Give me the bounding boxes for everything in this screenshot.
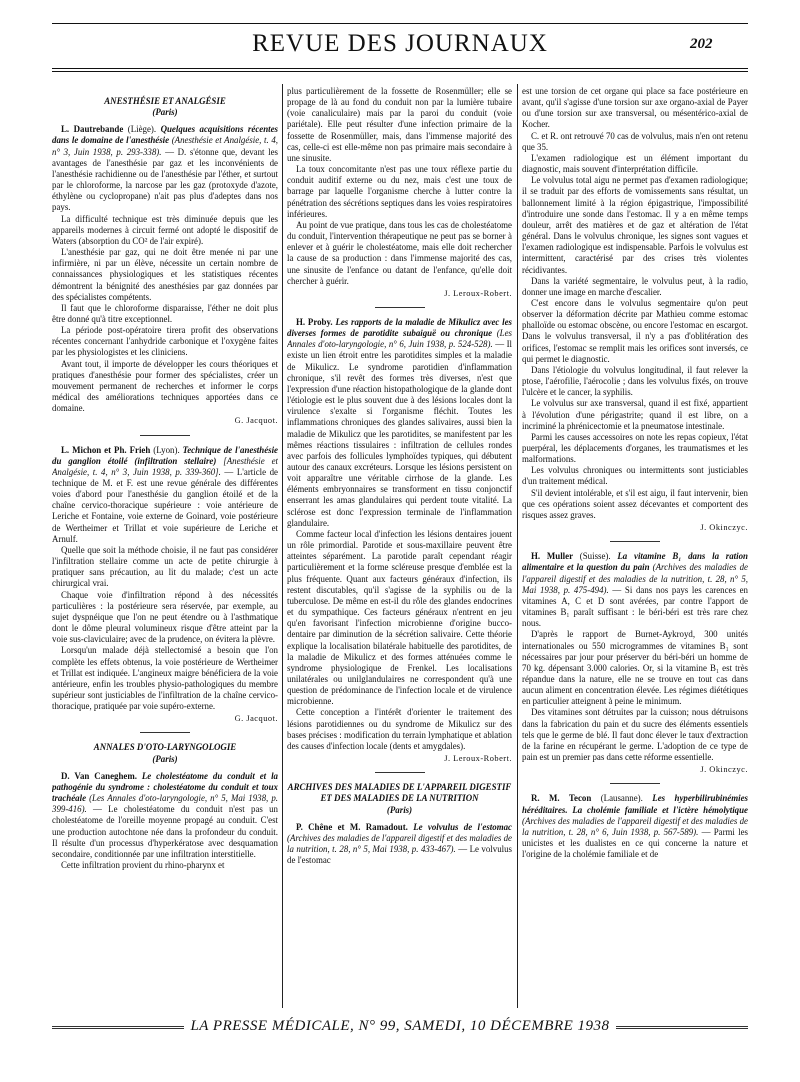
article-author: H. Proby. <box>296 316 333 327</box>
article <box>522 551 748 775</box>
article-paragraph: C'est encore dans le volvulus segmentaire qu'on peut observer la déformation décrite par Mathieu comme estomac phalloïde ou estomac obscène, ou encore l'estomac en escargot. Dans le volvulus transversal, il n'y a pas d'oblitération des orifices, l'estomac se remplit mais les orifices sont inversés, ce qui permet le diagnostic. <box>522 297 748 364</box>
article-paragraph: La difficulté technique est très diminuée depuis que les appareils modernes à circuit fermé ont adopté le dispositif de Waters (absorption du CO² de l'air expiré). <box>52 213 278 246</box>
article-separator <box>140 435 190 436</box>
footer <box>52 1016 748 1038</box>
article-text: — L'article de technique de M. et F. est une revue générale des différentes voies d'abord pour l'anesthésie du ganglion étoilé et de la chaîne cervico-thoracique supérieure : voie antérieure de Leriche et Fontaine, voie externe de Goinard, voie postérieure de Wertheimer et Trillat et voie supérieure de Leriche et Arnulf. <box>52 466 278 544</box>
article-reference: (Les Annales d'oto-laryngologie, n° 6, Juin 1938, p. 524-528). <box>287 328 512 350</box>
column-3 <box>522 86 748 1006</box>
column-2 <box>287 86 512 1006</box>
header-rule <box>52 68 748 69</box>
article-signature: J. Okinczyc. <box>700 765 748 775</box>
article-paragraph: C. et R. ont retrouvé 70 cas de volvulus, mais n'en ont retenu que 35. <box>522 130 748 152</box>
article-signature: J. Okinczyc. <box>700 523 748 533</box>
article-separator <box>610 783 660 784</box>
column-divider <box>517 84 518 1008</box>
article-signature: J. Leroux-Robert. <box>444 288 512 298</box>
article-text: — D. s'étonne que, devant les avantages de l'anesthésie par gaz et les inconvénients de l'anesthésie rachidienne ou de l'anesthésie par l'éther, et surtout par le chloroforme, la narcose par les gaz (protoxyde d'azote, éthylène ou cyclopropane) n'ait pas plus d'adeptes dans nos pays. <box>52 146 278 213</box>
author-place: (Lausanne). <box>591 793 653 804</box>
section-title: ARCHIVES DES MALADIES DE L'APPAREIL DIGESTIF ET DES MALADIES DE LA NUTRITION <box>287 782 512 804</box>
article-reference: (Anesthésie et Analgésie, t. 4, n° 3, Juin 1938, p. 293-338). <box>52 135 278 157</box>
article-title: Les rapports de la maladie de Mikulicz avec les diverses formes de parotidite subaiguë ou chronique <box>287 316 512 339</box>
article <box>287 317 512 764</box>
article-author: P. Chêne et M. Ramadout. <box>296 821 408 832</box>
article-author: L. Dautrebande <box>61 124 124 135</box>
article <box>52 771 278 871</box>
article-title: Le volvulus de l'estomac <box>407 821 512 832</box>
article-text: — Il existe un lien étroit entre les parotidites simples et la maladie de Mikulicz. Le syndrome parotidien d'inflammation chronique, s'il revêt des formes très diverses, n'est que l'expression d'une réaction histopathologique de la glande dont l'étiologie est le plus souvent due à des lésions locales dont la virulence s'exalte si l'organisme fléchit. Toutes les inflammations chroniques des glandes salivaires, aussi bien la maladie de Mikulicz que les parotidites, se manifestent par les mêmes réactions tissulaires : infiltration de cellules rondes avec parfois des follicules lymphoïdes typiques, qui débutent autour des canaux excréteurs. Lorsque les lésions persistent on voit apparaître une véritable cirrhose de la glande. Les éléments embryonnaires se transforment en tissu conjonctif enserrant les amas glandulaires qui perdent toute vitalité. La sclérose est donc l'expression terminale de l'inflammation glandulaire. <box>287 339 512 528</box>
section-title: ANESTHÉSIE ET ANALGÉSIE <box>104 96 226 106</box>
article-paragraph: Avant tout, il importe de développer les cours théoriques et pratiques d'anesthésie pour former des spécialistes, créer un mouvement permanent de recherches et informer le corps médical des améliorations techniques apportées dans ce domaine. <box>52 358 278 414</box>
article-text: — Le cholestéatome du conduit n'est pas un cholestéatome de l'oreille moyenne propagé au conduit. C'est une production autochtone née dans la profondeur du conduit. Il résulte d'un processus d'hyperkératose avec desquamation secondaire, conditionnée par une infiltration interstitielle. <box>52 804 278 859</box>
article-reference: [Anesthésie et Analgésie, t. 4, n° 3, Juin 1938, p. 339-360]. <box>52 455 278 477</box>
article-author: R. M. Tecon <box>531 793 592 804</box>
article-separator <box>140 732 190 733</box>
article <box>52 445 278 725</box>
article-title: Technique de l'anesthésie du ganglion étoilé (infiltration stellaire) <box>52 444 278 466</box>
article-reference: (Archives des maladies de l'appareil digestif et des maladies de la nutrition, t. 28, n° 6, Juin 1938, p. 567-589). <box>522 815 748 837</box>
article-paragraph: Cette infiltration provient du rhino-pharynx et <box>61 860 225 870</box>
column-1 <box>52 86 278 1006</box>
column-divider <box>282 84 283 1008</box>
article-title: Quelques acquisitions récentes dans le domaine de l'anesthésie <box>52 124 278 146</box>
page-number: 202 <box>690 36 713 52</box>
article-paragraph: D'après le rapport de Burnet-Aykroyd, 300 unités internationales ou 550 microgrammes de vitamines B₁ sont nécessaires par jour pour préserver du béri-béri un homme de 70 kg. dépensant 3.000 calories. Or, si la vitamine B₁ est très répandue dans la nature, elle ne se trouve en tout cas dans aucun aliment en concentration élevée. Les régimes diététiques en particulier atteignent à peine le minimum. <box>522 629 748 707</box>
article-paragraph: Lorsqu'un malade déjà stellectomisé a besoin que l'on complète les effets obtenus, la voie postérieure de Wertheimer et Trillat est indiquée. L'angineux maigre bénéficiera de la voie antérieure, enfin les troubles physio-pathologiques du membre supérieur sont justiciables de l'infiltration de la chaîne cervico-thoracique, pratiquée par voie supéro-externe. <box>52 645 278 712</box>
footer-text: LA PRESSE MÉDICALE, N° 99, SAMEDI, 10 DÉCEMBRE 1938 <box>184 1018 615 1034</box>
article-title: La vitamine B₁ dans la ration alimentaire et la question du pain <box>522 551 748 573</box>
article-reference: (Les Annales d'oto-laryngologie, n° 5, Mai 1938, p. 399-416). <box>52 793 278 815</box>
article-separator <box>375 772 425 773</box>
article-paragraph: Quelle que soit la méthode choisie, il ne faut pas considérer l'infiltration stellaire comme un acte de petite chirurgie à pratiquer sans précaution, au lit du malade; c'est un acte chirurgical vrai. <box>52 544 278 589</box>
journal-title: REVUE DES JOURNAUX <box>252 30 548 57</box>
article-text: — Parmi les unicistes et les dualistes en ce qui concerne la nature et l'origine de la cholémie familiale et de <box>522 826 748 860</box>
article-paragraph: L'examen radiologique est un élément important du diagnostic, mais souvent d'interprétation difficile. <box>522 152 748 175</box>
article-author: D. Van Caneghem. <box>61 770 137 781</box>
article-paragraph: La toux concomitante n'est pas une toux réflexe partie du conduit auditif externe ou du nez, mais c'est une toux de barrage par laquelle l'organisme cherche à lutter contre la pénétration des sécrétions septiques dans les voies respiratoires inférieures. <box>287 164 512 219</box>
article-separator <box>375 307 425 308</box>
article-paragraph: La période post-opératoire tirera profit des observations récentes concernant l'anhydride carbonique et l'oxygène faites par les physiologistes et les cliniciens. <box>52 325 278 358</box>
article-separator <box>610 541 660 542</box>
article-paragraph: Dans l'étiologie du volvulus longitudinal, il faut relever la ptose, l'aérofilie, l'aérocolie ; dans les volvulus fixés, on trouve l'ulcère et le cancer, la syphilis. <box>522 364 748 398</box>
article-paragraph: Le volvulus total aigu ne permet pas d'examen radiologique; il se traduit par des efforts de vomissements sans résultat, un ballonnement limité à la région épigastrique, l'impossibilité d'introduire une sonde dans l'estomac. Il y a en même temps douleur, arrêt des matières et de gaz et altération de l'état général. Dans le volvulus chronique, les signes sont vagues et l'examen radiologique est indispensable. Parfois le volvulus est intermittent, caractérisé par des crises très violentes récidivantes. <box>522 175 748 275</box>
article-text: — Si dans nos pays les carences en vitamines A, C et D sont avérées, par contre l'apport de vitamines B₁ paraît suffisant : le béri-béri est très rare chez nous. <box>522 584 748 629</box>
section-subtitle: (Paris) <box>152 107 178 118</box>
article <box>522 793 748 860</box>
article-reference: (Archives des maladies de l'appareil digestif et des maladies de la nutrition, t. 28, n° 5, Mai 1938, p. 433-467). <box>287 832 512 854</box>
article-paragraph: est une torsion de cet organe qui place sa face postérieure en avant, qu'il s'agisse d'une torsion sur axe organo-axial de Payer ou d'une torsion sur axe transversal, ou mésentérico-axial de Kocher. <box>522 86 748 130</box>
article-signature: J. Leroux-Robert. <box>444 754 512 764</box>
author-place: (Liège). <box>123 124 161 135</box>
article <box>52 124 278 426</box>
article-paragraph: S'il devient intolérable, et s'il est aigu, il faut intervenir, bien que ces opérations soient assez décevantes et comportent des risques assez graves. <box>522 487 748 520</box>
article-reference: (Archives des maladies de l'appareil digestif et des maladies de la nutrition, t. 28, n° 5, Mai 1938, p. 475-494). <box>522 562 748 595</box>
article-paragraph: Cette conception a l'intérêt d'orienter le traitement des lésions parotidiennes ou du syndrome de Mikulicz sur des bases précises : modification du terrain lymphatique et ablation des causes d'infection locale (dents et amygdales). <box>287 707 512 751</box>
article-paragraph: Chaque voie d'infiltration répond à des nécessités particulières : la postérieure sera réservée, par exemple, au sujet dyspnéique que l'on ne peut étendre ou à l'asthmatique dont le dôme pleural volumineux risque d'être atteint par la voie sus-claviculaire; avec de la prudence, on évitera la plèvre. <box>52 589 278 645</box>
article-paragraph: L'anesthésie par gaz, qui ne doit être menée ni par une infirmière, ni par un élève, nécessite un certain nombre de connaissances physiologiques et les statistiques récentes démontrent la bénignité des anesthésies par gaz données par des spécialistes compétents. <box>52 247 278 302</box>
article-paragraph: Des vitamines sont détruites par la cuisson; nous détruisons dans la fabrication du pain et du sucre des éléments essentiels tels que le germe de blé. Il faut donc élever le taux d'extraction de la farine en récupérant le germe. L'adoption de ce type de pain est un premier pas dans cette réforme essentielle. <box>522 707 748 763</box>
article-paragraph: Le volvulus sur axe transversal, quand il est fixé, appartient à l'évolution d'une périgastrite; quand il est libre, on a incriminé la phrénicectomie et la pneumatose intestinale. <box>522 398 748 431</box>
article-paragraph: Dans la variété segmentaire, le volvulus peut, à la radio, donner une image en marche d'escalier. <box>522 275 748 297</box>
article-paragraph: Parmi les causes accessoires on note les repas copieux, l'état puerpéral, les déplacements d'organes, les traumatismes et les malformations. <box>522 431 748 465</box>
article-paragraph: Comme facteur local d'infection les lésions dentaires jouent un rôle primordial. Parotide et sous-maxillaire peuvent être atteintes séparément. La parotide paraît cependant réagir particulièrement et la forme scléreuse presque d'emblée est la plus fréquente. Quant aux facteurs généraux d'infection, ils restent discutables, qu'il s'agisse de la syphilis ou de la tuberculose. De même en est-il du rôle des glandes endocrines et du sympathique. Ces facteurs généraux n'entrent en jeu qu'en favorisant l'infection microbienne d'origine bucco-dentaire par diminution de la sécrétion salivaire. Cette théorie explique la localisation bilatérale habituelle des parotidites, de la maladie de Mikulicz et des formes atténuées comme le syndrome physiologique de Frenkel. Les localisations unilatérales ou unilglandulaires ne correspondent qu'à une question de prédominance de l'infection locale et de virulence microbienne. <box>287 528 512 707</box>
section-subtitle: (Paris) <box>152 753 178 764</box>
article-author: L. Michon et Ph. Frieh <box>61 444 151 455</box>
article-text: — Le volvulus de l'estomac <box>287 844 512 866</box>
article-author: H. Muller <box>531 551 574 562</box>
article-paragraph: plus particulièrement de la fossette de Rosenmüller; elle se propage de là au fond du conduit non par la lumière tubaire (voie canaliculaire) mais par la paroi du conduit (voie pariétale). Elle peut résulter d'une infection primaire de la fossette de Rosenmüller, mais, dans l'immense majorité des cas, celle-ci est elle-même non pas primaire mais secondaire à une sinusite. <box>287 86 512 163</box>
article <box>287 822 512 867</box>
article-paragraph: Au point de vue pratique, dans tous les cas de cholestéatome du conduit, l'intervention thérapeutique ne peut pas se borner à enlever et à guérir le cholestéatome, mais elle doit rechercher la cause de sa production : dans l'immense majorité des cas, une sinusite de l'enfance ou datant de l'enfance, qu'elle doit chercher à guérir. <box>287 219 512 286</box>
article-paragraph: Les volvulus chroniques ou intermittents sont justiciables d'un traitement médical. <box>522 465 748 487</box>
section-title: ANNALES D'OTO-LARYNGOLOGIE <box>93 742 237 753</box>
top-rule <box>52 23 748 24</box>
author-place: (Lyon). <box>150 444 183 455</box>
author-place: (Suisse). <box>573 551 618 562</box>
header-rule-double <box>52 71 748 72</box>
section-subtitle: (Paris) <box>386 804 413 815</box>
article-title: Le cholestéatome du conduit et la pathogénie du syndrome : cholestéatome du conduit et toux trachéale <box>52 770 278 804</box>
article-signature: G. Jacquot. <box>234 416 278 426</box>
article-signature: G. Jacquot. <box>234 714 278 724</box>
article-continued <box>287 86 512 299</box>
article-continued <box>522 86 748 533</box>
article-title: Les hyperbilirubinémies héréditaires. La cholémie familiale et l'ictère hémolytique <box>522 793 748 815</box>
article-paragraph: Il faut que le chloroforme disparaisse, l'éther ne doit plus être donné qu'à titre exceptionnel. <box>52 302 278 324</box>
